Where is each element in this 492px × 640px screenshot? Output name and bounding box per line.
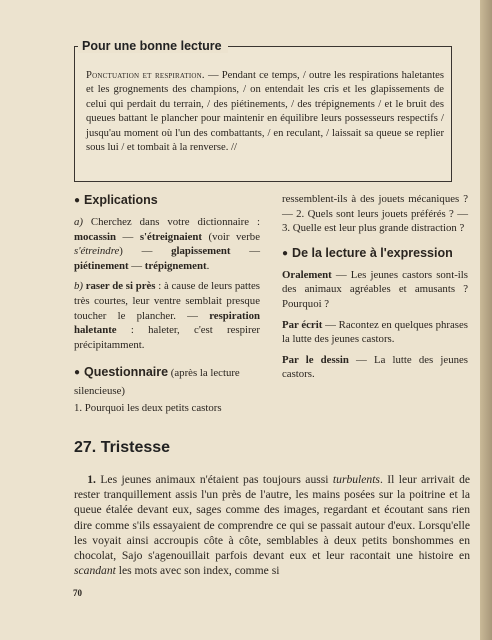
expression-heading	[282, 245, 468, 263]
oral-label: Oralement	[282, 268, 332, 281]
marker-a: a)	[74, 216, 83, 228]
reading-box-title: Pour une bonne lecture	[78, 39, 228, 53]
question-1: 1. Pourquoi les deux petits castors	[74, 402, 222, 415]
bullet-icon: ●	[74, 195, 81, 206]
dessin-label: Par le dessin	[282, 353, 349, 366]
marker-b: b)	[74, 280, 83, 293]
reading-text: — Pendant ce temps, / outre les respirations haletantes et les grognements des champions, / on entendait les cris et les glapissements de celui qui perdait du terrain, / des piétinements, / des trépignements / et le bruit des queues battant le plancher pour maintenir en équilibre leurs possesseurs respectifs / jusqu'au moment où l'un des combattants, / en reculant, / laissait sa queue se replier sous lui / et tombait à la renverse. //	[86, 70, 444, 154]
chapter-title: 27. Tristesse	[74, 439, 171, 456]
explications-heading	[74, 192, 260, 210]
questionnaire-heading	[74, 364, 260, 399]
right-column	[282, 192, 468, 382]
term-glapissement: glapissement	[171, 245, 231, 258]
expression-dessin: Par le dessin — La lutte des jeunes castors.	[282, 353, 468, 381]
explications-title: Explications	[84, 193, 158, 207]
term-respiration: respiration haletante	[74, 309, 260, 337]
ecrit-label: Par écrit	[282, 318, 323, 331]
book-spine-shadow	[480, 0, 492, 640]
term-pietinement: piétinement	[74, 259, 129, 272]
explications-a: a) Cherchez dans votre dictionnaire : mocassin — s'étreignaient (voir verbe s'étreindre) — glapissement — piétinement — trépignement.	[74, 216, 260, 272]
bullet-icon: ●	[282, 247, 289, 259]
questionnaire-title: Questionnaire	[84, 365, 169, 380]
expression-oral: Oralement — Les jeunes castors sont-ils des animaux agréables et amusants ? Pourquoi ?	[282, 268, 468, 310]
left-column	[74, 192, 260, 416]
term-etreignaient: s'étreignaient	[139, 230, 202, 243]
chapter-paragraph: 1. Les jeunes animaux n'étaient pas toujours aussi turbulents. Il leur arrivait de rester tranquillement assis l'un près de l'autre, les mains posées sur la poitrine et la queue étalée devant eux, sages comme des images, regardant et écoutant sans rien dire comme s'ils essayaient de comprendre ce qui se passait autour d'eux. Lorsqu'elle les voyait ainsi accroupis côte à côte, semblables à deux petits bonshommes en chocolat, Sajo s'agenouillait parfois devant eux et leur racontait une histoire en scandant les mots avec son index, comme si	[74, 473, 471, 578]
questionnaire-continued: ressemblent-ils à des jouets mécaniques ? — 2. Quels sont leurs jouets préférés ? — 3. Quelle est leur plus grande distraction ?	[282, 193, 468, 235]
paragraph-number: 1.	[87, 473, 96, 486]
reading-passage	[86, 69, 444, 155]
term-mocassin: mocassin	[74, 230, 116, 243]
page-number: 70	[73, 588, 82, 598]
expression-title: De la lecture à l'expression	[292, 245, 453, 260]
bullet-icon: ●	[74, 367, 81, 379]
reading-label: Ponctuation et respiration.	[86, 70, 205, 81]
term-raser: raser de si près	[85, 280, 156, 293]
term-trepignement: trépignement	[144, 259, 207, 272]
questionnaire-note: (après la lecture silencieuse)	[74, 367, 240, 398]
expression-ecrit: Par écrit — Racontez en quelques phrases la lutte des jeunes castors.	[282, 318, 468, 346]
explications-b: b) raser de si près : à cause de leurs pattes très courtes, leur ventre semblait presque toucher le plancher. — respiration haletante : haleter, c'est respirer précipitamment.	[74, 280, 261, 351]
